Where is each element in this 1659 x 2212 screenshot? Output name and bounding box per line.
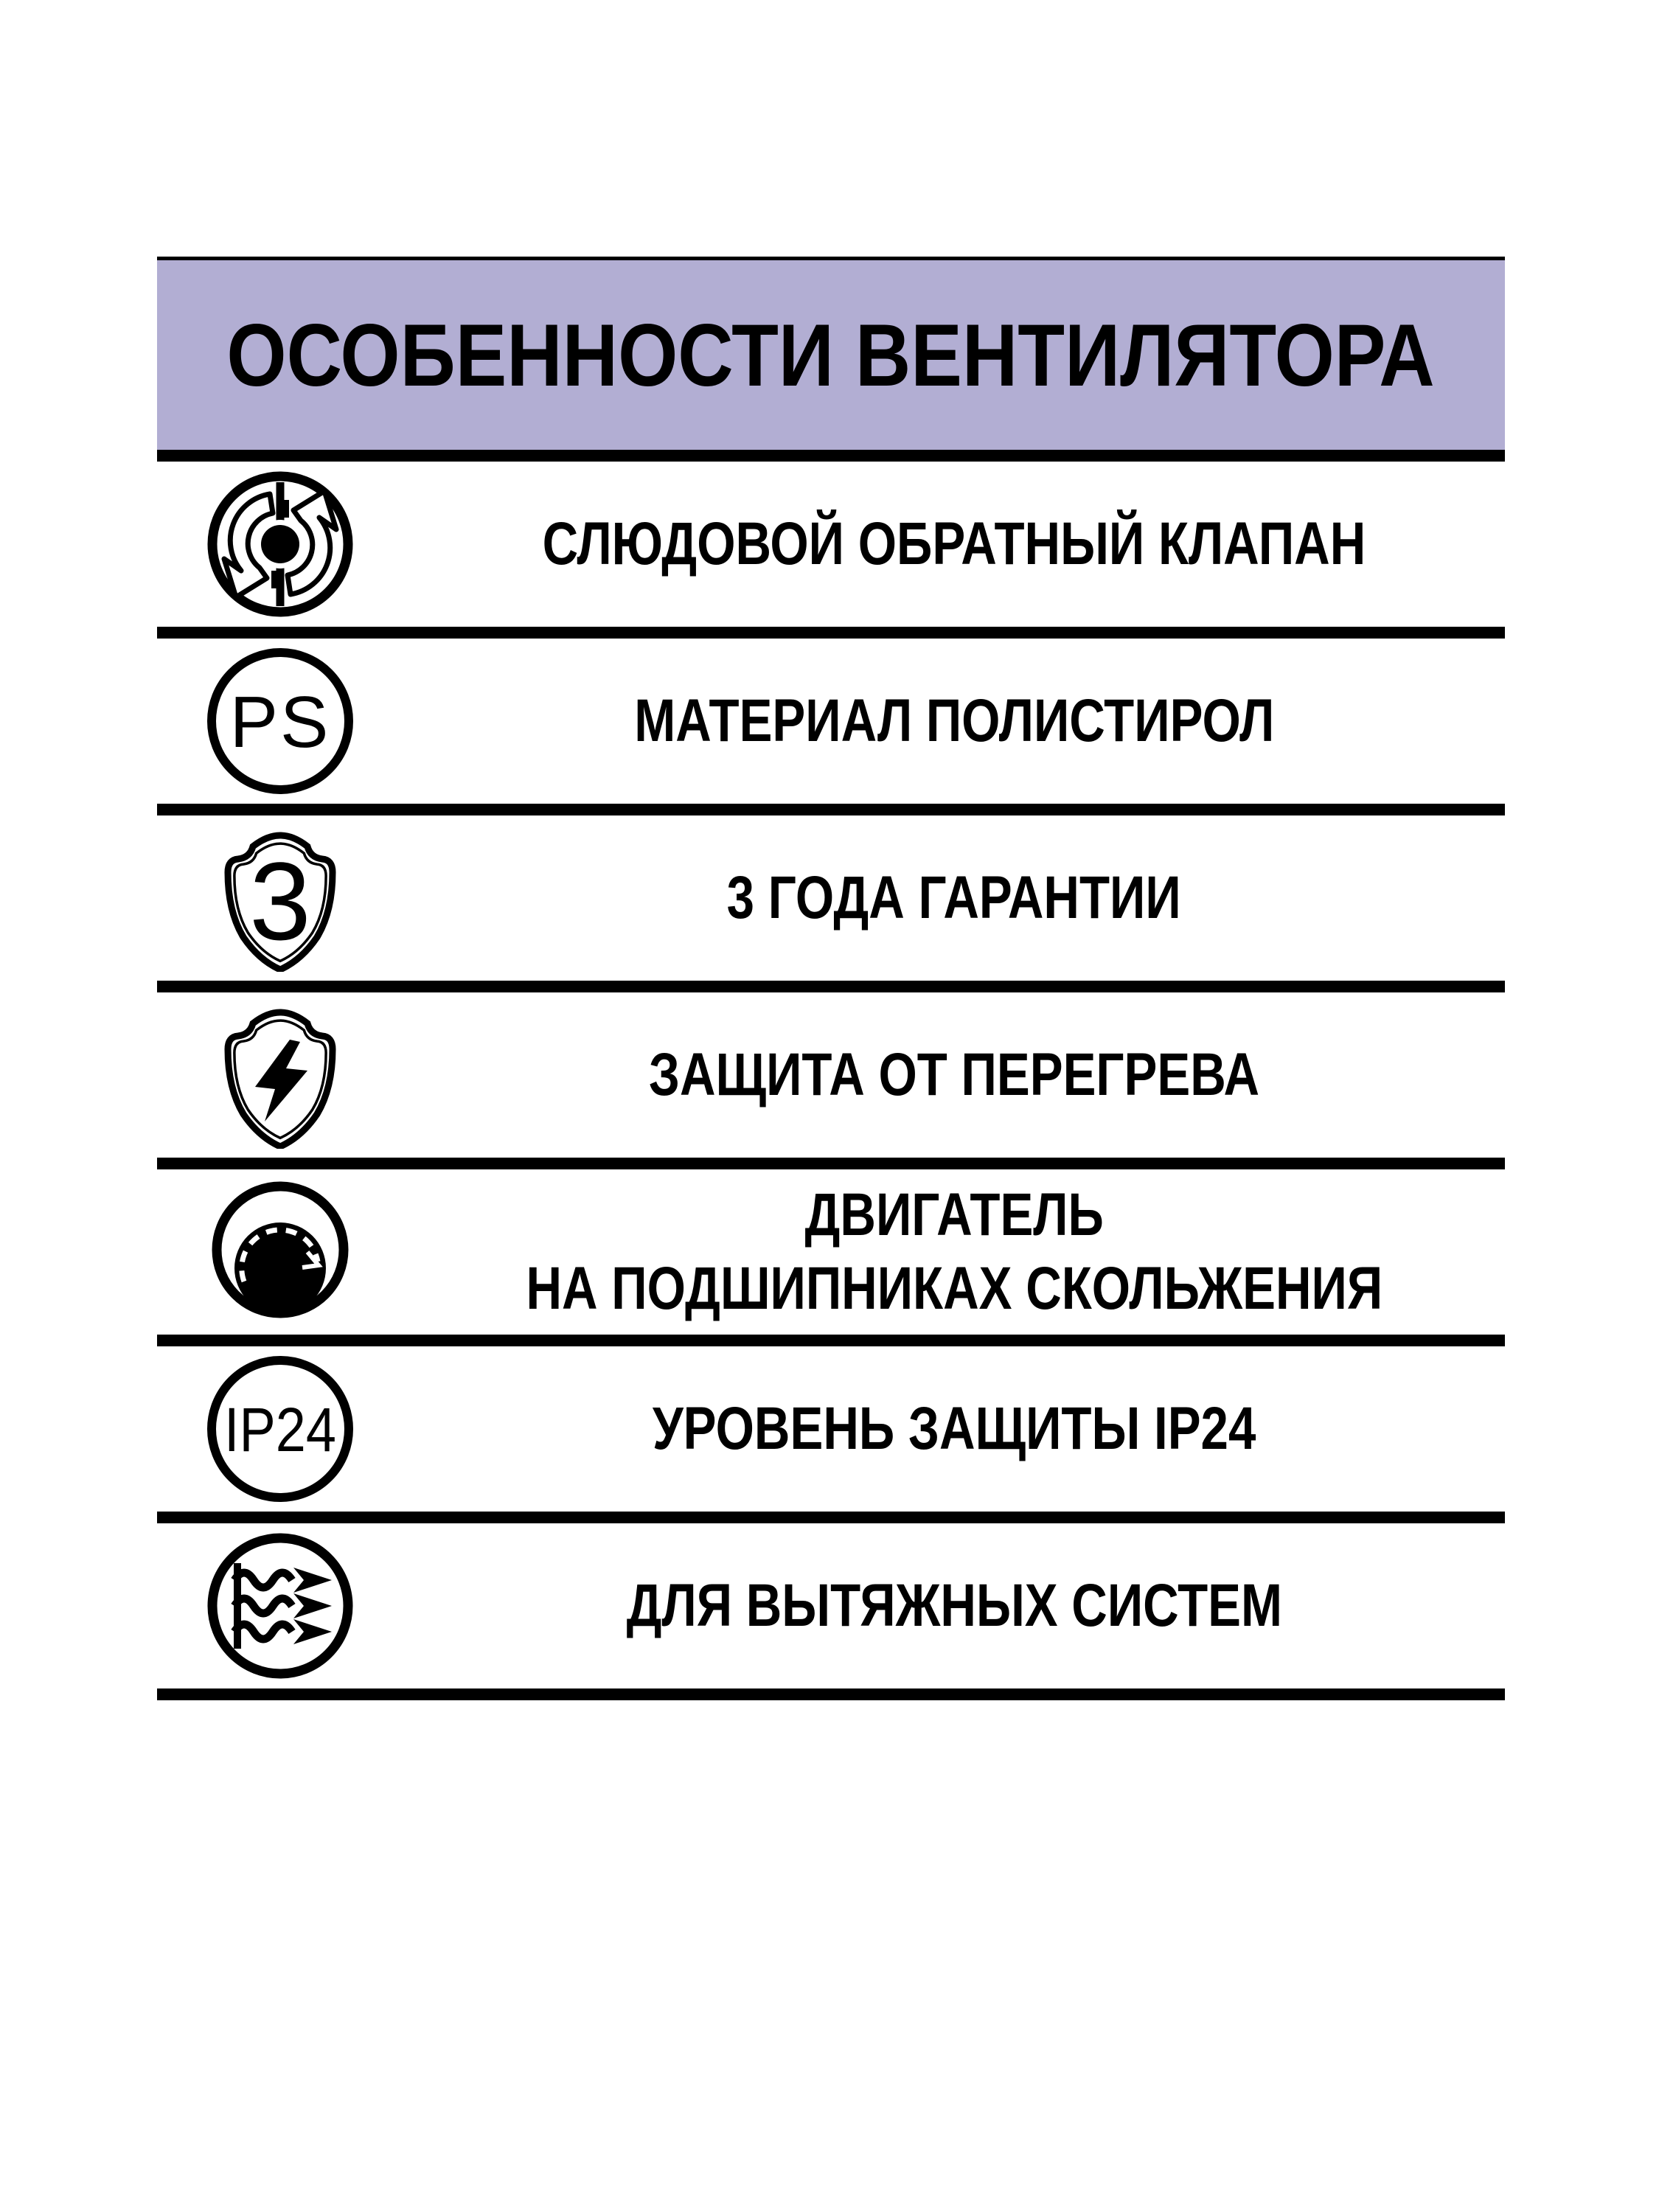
feature-label-line2: НА ПОДШИПНИКАХ СКОЛЬЖЕНИЯ: [526, 1255, 1382, 1322]
icon-cell: [157, 815, 403, 981]
warranty-shield-icon: [206, 824, 354, 972]
feature-text: [403, 1523, 1505, 1688]
feature-text: [403, 462, 1505, 627]
icon-cell: [157, 639, 403, 804]
page-title: ОСОБЕННОСТИ ВЕНТИЛЯТОРА: [226, 305, 1436, 405]
icon-cell: [157, 462, 403, 627]
icon-cell: [157, 1169, 403, 1335]
features-panel: [157, 257, 1505, 1700]
polystyrene-material-icon: [206, 647, 354, 795]
icon-cell: [157, 992, 403, 1158]
check-valve-icon: [206, 470, 354, 618]
feature-text: [403, 639, 1505, 804]
warranty-years-label: 3: [249, 839, 311, 963]
feature-row-material: [157, 639, 1505, 815]
feature-text: [403, 1346, 1505, 1512]
icon-cell: [157, 1346, 403, 1512]
feature-row-warranty: [157, 815, 1505, 992]
icon-cell: [157, 1523, 403, 1688]
header-band: [157, 257, 1505, 462]
exhaust-system-icon: [206, 1532, 354, 1680]
feature-row-exhaust: [157, 1523, 1505, 1700]
ip24-protection-icon: [206, 1355, 354, 1503]
feature-label-line1: ДВИГАТЕЛЬ: [804, 1181, 1104, 1248]
feature-label: 3 ГОДА ГАРАНТИИ: [726, 864, 1182, 931]
feature-label: ЗАЩИТА ОТ ПЕРЕГРЕВА: [648, 1041, 1260, 1108]
feature-row-motor: [157, 1169, 1505, 1346]
sliding-bearing-motor-icon: [206, 1178, 354, 1326]
feature-row-ip24: [157, 1346, 1505, 1523]
feature-row-check-valve: [157, 462, 1505, 639]
feature-label: СЛЮДОВОЙ ОБРАТНЫЙ КЛАПАН: [542, 510, 1366, 577]
ps-label: PS: [229, 681, 331, 762]
feature-label: УРОВЕНЬ ЗАЩИТЫ IP24: [652, 1395, 1256, 1462]
overheat-protection-icon: [206, 1001, 354, 1149]
feature-label: МАТЕРИАЛ ПОЛИСТИРОЛ: [633, 687, 1275, 754]
feature-text: [403, 992, 1505, 1158]
feature-text: [403, 815, 1505, 981]
feature-label: ДЛЯ ВЫТЯЖНЫХ СИСТЕМ: [626, 1572, 1282, 1639]
feature-row-overheat: [157, 992, 1505, 1169]
ip24-label: IP24: [224, 1395, 336, 1464]
feature-text: [403, 1169, 1505, 1335]
lightning-bolt-icon: [255, 1040, 307, 1121]
